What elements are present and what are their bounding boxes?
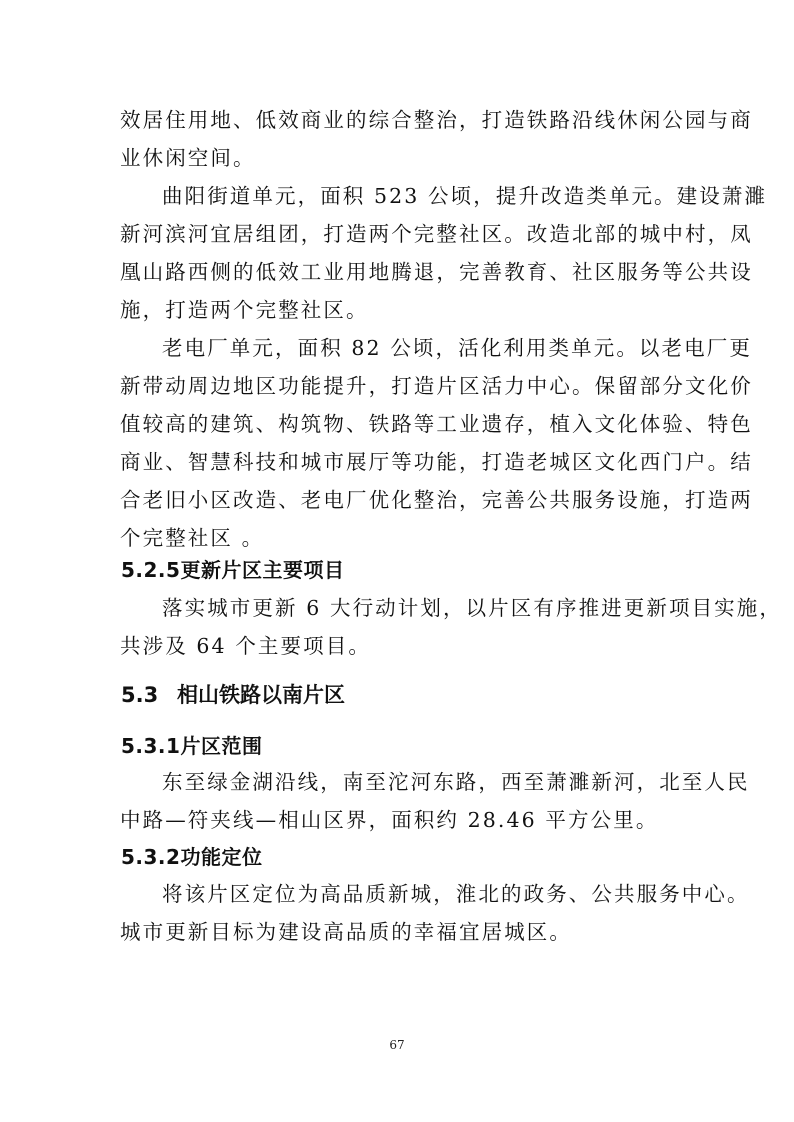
paragraph-3-line-4: 商业、智慧科技和城市展厅等功能，打造老城区文化西门户。结 xyxy=(120,450,753,474)
paragraph-3-line-6: 个完整社区 。 xyxy=(120,526,265,550)
section-heading-5-3-2: 5.3.2功能定位 xyxy=(121,845,263,869)
section-heading-5-2-5: 5.2.5更新片区主要项目 xyxy=(121,558,345,582)
paragraph-2-line-4: 施，打造两个完整社区。 xyxy=(120,298,369,322)
section-number: 5.3 xyxy=(121,683,159,707)
paragraph-3-line-5: 合老旧小区改造、老电厂优化整治，完善公共服务设施，打造两 xyxy=(120,488,753,512)
paragraph-1-line-2: 业休闲空间。 xyxy=(120,146,256,170)
paragraph-4-line-1: 落实城市更新 6 大行动计划，以片区有序推进更新项目实施， xyxy=(162,596,782,620)
paragraph-2-line-1: 曲阳街道单元，面积 523 公顷，提升改造类单元。建设萧濉 xyxy=(162,184,768,208)
paragraph-5-line-2: 中路—符夹线—相山区界，面积约 28.46 平方公里。 xyxy=(120,808,659,832)
page-number: 67 xyxy=(389,1038,405,1052)
paragraph-5-line-1: 东至绿金湖沿线，南至沱河东路，西至萧濉新河，北至人民 xyxy=(162,770,750,794)
paragraph-2-line-2: 新河滨河宜居组团，打造两个完整社区。改造北部的城中村，凤 xyxy=(120,222,753,246)
section-heading-5-3 xyxy=(121,680,345,710)
paragraph-6-line-1: 将该片区定位为高品质新城，淮北的政务、公共服务中心。 xyxy=(162,882,750,906)
paragraph-3-line-2: 新带动周边地区功能提升，打造片区活力中心。保留部分文化价 xyxy=(120,374,753,398)
paragraph-2-line-3: 凰山路西侧的低效工业用地腾退，完善教育、社区服务等公共设 xyxy=(120,260,753,284)
section-title: 相山铁路以南片区 xyxy=(177,683,345,707)
paragraph-3-line-3: 值较高的建筑、构筑物、铁路等工业遗存，植入文化体验、特色 xyxy=(120,412,753,436)
paragraph-6-line-2: 城市更新目标为建设高品质的幸福宜居城区。 xyxy=(120,920,572,944)
paragraph-4-line-2: 共涉及 64 个主要项目。 xyxy=(120,634,371,658)
paragraph-3-line-1: 老电厂单元，面积 82 公顷，活化利用类单元。以老电厂更 xyxy=(162,336,752,360)
paragraph-1-line-1: 效居住用地、低效商业的综合整治，打造铁路沿线休闲公园与商 xyxy=(120,108,753,132)
section-heading-5-3-1: 5.3.1片区范围 xyxy=(121,734,263,758)
